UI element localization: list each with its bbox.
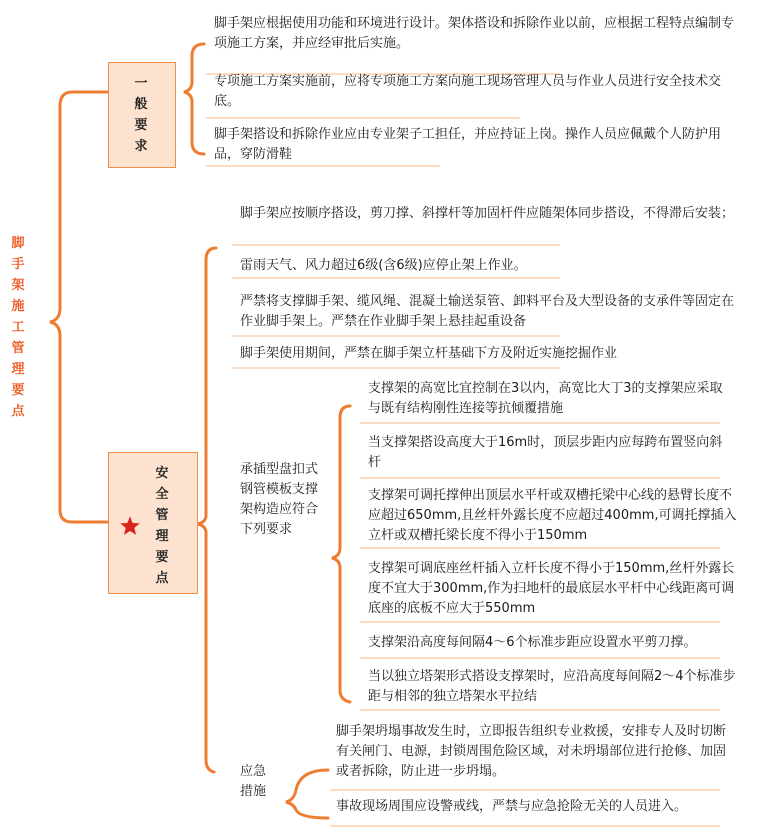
- root-brace: [50, 92, 72, 522]
- safety-item-3: 严禁将支撑脚手架、缆风绳、混凝土输送泵管、卸料平台及大型设备的支承件等固定在作业脚手架上。严禁在作业脚手架上悬挂起重设备: [240, 294, 735, 329]
- general-item-2: 专项施工方案实施前，应将专项施工方案向施工现场管理人员与作业人员进行安全技术交底。: [214, 74, 722, 109]
- formwork-item-2: 当支撑架搭设高度大于16m时，顶层步距内应每跨布置竖向斜杆: [368, 435, 723, 470]
- emergency-label: 应急措施: [240, 764, 267, 799]
- safety-label: 安全管理要点: [155, 466, 169, 586]
- safety-box: [108, 452, 198, 594]
- emergency-brace: [286, 770, 328, 818]
- general-label: 一般要求: [134, 76, 148, 154]
- formwork-label: 承插型盘扣式钢管模板支撑架构造应符合下列要求: [240, 462, 319, 537]
- root-title: 脚手架施工管理要点: [11, 236, 25, 419]
- safety-item-4: 脚手架使用期间，严禁在脚手架立杆基础下方及附近实施挖掘作业: [240, 346, 618, 361]
- formwork-item-1: 支撑架的高宽比宜控制在3以内，高宽比大丁3的支撑架应采取与既有结构刚性连接等抗倾覆措施: [368, 381, 723, 416]
- formwork-item-5: 支撑架沿高度每间隔4～6个标准步距应设置水平剪刀撑。: [368, 635, 697, 650]
- formwork-item-3: 支撑架可调托撑伸出顶层水平杆或双槽托梁中心线的悬臂长度不应超过650mm,且丝杆外露长度不应超过400mm,可调托撑插入立杆或双槽托梁长度不得小于150mm: [368, 488, 737, 543]
- general-item-1: 脚手架应根据使用功能和环境进行设计。架体搭设和拆除作业以前，应根据工程特点编制专项施工方案，并应经审批后实施。: [214, 16, 735, 51]
- star-icon: [119, 515, 141, 537]
- formwork-item-6: 当以独立塔架形式搭设支撑架时，应沿高度每间隔2～4个标准步距与相邻的独立塔架水平拉结: [368, 669, 736, 704]
- safety-item-1: 脚手架应按顺序搭设，剪刀撑、斜撑杆等加固杆件应随架体同步搭设，不得滞后安装；: [240, 206, 735, 221]
- emergency-item-2: 事故现场周围应设警戒线，严禁与应急抢险无关的人员进入。: [336, 799, 688, 814]
- general-item-3: 脚手架搭设和拆除作业应由专业架子工担任，并应持证上岗。操作人员应佩戴个人防护用品，穿防滑鞋: [214, 127, 722, 162]
- general-box: [108, 62, 176, 168]
- formwork-brace: [332, 406, 350, 702]
- safety-item-2: 雷雨天气、风力超过6级(含6级)应停止架上作业。: [240, 258, 527, 273]
- formwork-item-4: 支撑架可调底座丝杆插入立杆长度不得小于150mm,丝杆外露长度不宜大于300mm,作为扫地杆的最底层水平杆中心线距离可调底座的底板不应大于550mm: [368, 561, 735, 616]
- general-brace: [184, 44, 204, 154]
- emergency-item-1: 脚手架坍塌事故发生时，立即报告组织专业救援，安排专人及时切断有关闸门、电源，封锁周围危险区域，对未坍塌部位进行抢修、加固或者拆除，防止进一步坍塌。: [336, 724, 727, 779]
- safety-brace: [198, 248, 216, 772]
